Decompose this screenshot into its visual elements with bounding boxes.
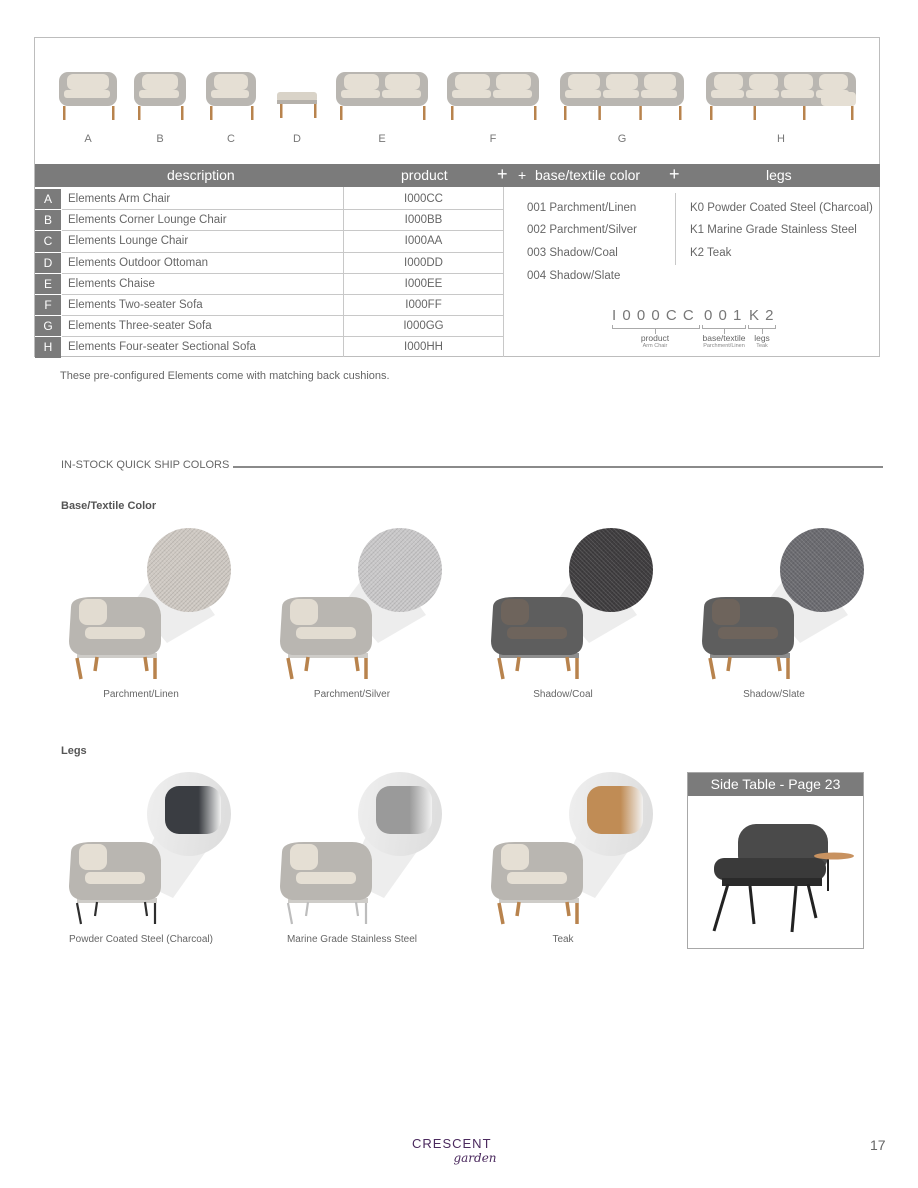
variant-illustration [442, 62, 544, 132]
base-color-item: 002 Parchment/Silver [527, 224, 637, 236]
row-description: Elements Lounge Chair [68, 235, 189, 248]
row-description: Elements Chaise [68, 277, 155, 290]
leg-material-detail [165, 786, 221, 834]
row-divider [62, 273, 503, 274]
row-letter: B [35, 210, 61, 230]
legs-item: K1 Marine Grade Stainless Steel [690, 224, 857, 236]
row-description: Elements Arm Chair [68, 193, 171, 205]
side-table-card[interactable] [687, 772, 864, 949]
fabric-swatch [569, 528, 653, 612]
variant-illustration [331, 62, 433, 132]
leg-material-detail [587, 786, 643, 834]
row-product-code: I000GG [403, 320, 444, 333]
quick-ship-title: IN-STOCK QUICK SHIP COLORS [61, 459, 230, 471]
brand-logo-script: garden [453, 1151, 497, 1165]
variant-illustration [54, 62, 122, 132]
base-color-item: 003 Shadow/Coal [527, 247, 618, 259]
row-letter: E [35, 274, 61, 294]
row-letter: A [35, 189, 61, 209]
code-label-legs: legs [754, 333, 770, 343]
header-base-color: base/textile color [535, 167, 641, 183]
side-table-chair-image [688, 796, 863, 948]
header-plus: + [497, 164, 508, 184]
row-product-code: I000CC [404, 193, 443, 205]
base-color-item: 001 Parchment/Linen [527, 202, 637, 214]
header-plus: + [518, 167, 527, 183]
leg-material-swatch [569, 772, 653, 856]
leg-label: Powder Coated Steel (Charcoal) [69, 934, 213, 945]
variant-letter: D [293, 133, 301, 145]
section-rule [233, 466, 883, 468]
leg-label: Teak [552, 934, 574, 945]
row-product-code: I000DD [404, 256, 443, 269]
base-color-label: Parchment/Silver [313, 689, 391, 700]
row-divider [62, 209, 503, 210]
row-product-code: I000FF [405, 299, 442, 311]
row-divider [62, 230, 503, 231]
table-divider [503, 187, 504, 357]
base-textile-title: Base/Textile Color [61, 500, 157, 512]
legs-title: Legs [61, 745, 87, 757]
variant-illustration [129, 62, 191, 132]
table-header [35, 164, 880, 187]
row-description: Elements Corner Lounge Chair [68, 214, 227, 227]
code-legs: K 2 [749, 307, 775, 324]
page-number: 17 [870, 1137, 886, 1153]
cushion-note: These pre-configured Elements come with matching back cushions. [60, 370, 390, 382]
variant-letter: E [378, 133, 386, 145]
variant-letter: C [227, 133, 235, 145]
table-divider [675, 193, 676, 265]
code-label-product: product [640, 333, 670, 343]
header-legs: legs [766, 167, 792, 183]
header-description: description [167, 167, 235, 183]
row-description: Elements Four-seater Sectional Sofa [68, 341, 256, 354]
legs-item: K0 Powder Coated Steel (Charcoal) [690, 202, 873, 214]
fabric-swatch [358, 528, 442, 612]
variant-letter: H [777, 133, 785, 145]
code-base: 0 0 1 [704, 307, 743, 324]
variant-letter: G [617, 133, 627, 145]
row-letter: H [35, 337, 61, 357]
legs-item: K2 Teak [690, 247, 732, 259]
variant-illustration [272, 62, 322, 132]
code-sub-product: Arm Chair [642, 343, 668, 349]
variant-letter: F [489, 133, 497, 145]
row-letter: F [35, 295, 61, 315]
row-product-code: I000HH [404, 341, 443, 354]
variant-letter: A [84, 133, 92, 145]
code-product: I 0 0 0 C C [612, 307, 695, 324]
code-sub-base: Parchment/Linen [703, 343, 745, 349]
base-color-label: Shadow/Slate [743, 689, 805, 700]
code-bracket [612, 325, 700, 329]
leg-material-swatch [358, 772, 442, 856]
base-color-item: 004 Shadow/Slate [527, 270, 621, 282]
row-divider [62, 294, 503, 295]
header-plus: + [669, 164, 680, 184]
leg-material-swatch [147, 772, 231, 856]
code-label-base: base/textile [702, 333, 746, 343]
header-product: product [401, 167, 448, 183]
brand-logo: CRESCENT [412, 1136, 492, 1151]
row-letter: G [35, 316, 61, 336]
row-description: Elements Outdoor Ottoman [68, 256, 208, 269]
row-description: Elements Two-seater Sofa [68, 299, 203, 311]
leg-material-detail [376, 786, 432, 834]
table-divider [343, 187, 344, 357]
row-letter: C [35, 231, 61, 251]
side-table-label: Side Table - Page 23 [688, 773, 863, 796]
variant-illustration [701, 62, 861, 132]
variant-illustration [201, 62, 261, 132]
row-product-code: I000BB [404, 214, 443, 227]
variant-illustration [555, 62, 689, 132]
row-product-code: I000EE [404, 277, 443, 290]
fabric-swatch [780, 528, 864, 612]
row-letter: D [35, 253, 61, 273]
code-sub-legs: Teak [756, 343, 768, 349]
base-color-label: Parchment/Linen [103, 689, 179, 700]
base-color-label: Shadow/Coal [533, 689, 593, 700]
leg-label: Marine Grade Stainless Steel [286, 934, 418, 945]
row-divider [62, 315, 503, 316]
row-product-code: I000AA [404, 235, 443, 248]
variant-letter: B [156, 133, 164, 145]
row-divider [62, 252, 503, 253]
row-divider [62, 336, 503, 337]
fabric-swatch [147, 528, 231, 612]
row-description: Elements Three-seater Sofa [68, 320, 212, 333]
